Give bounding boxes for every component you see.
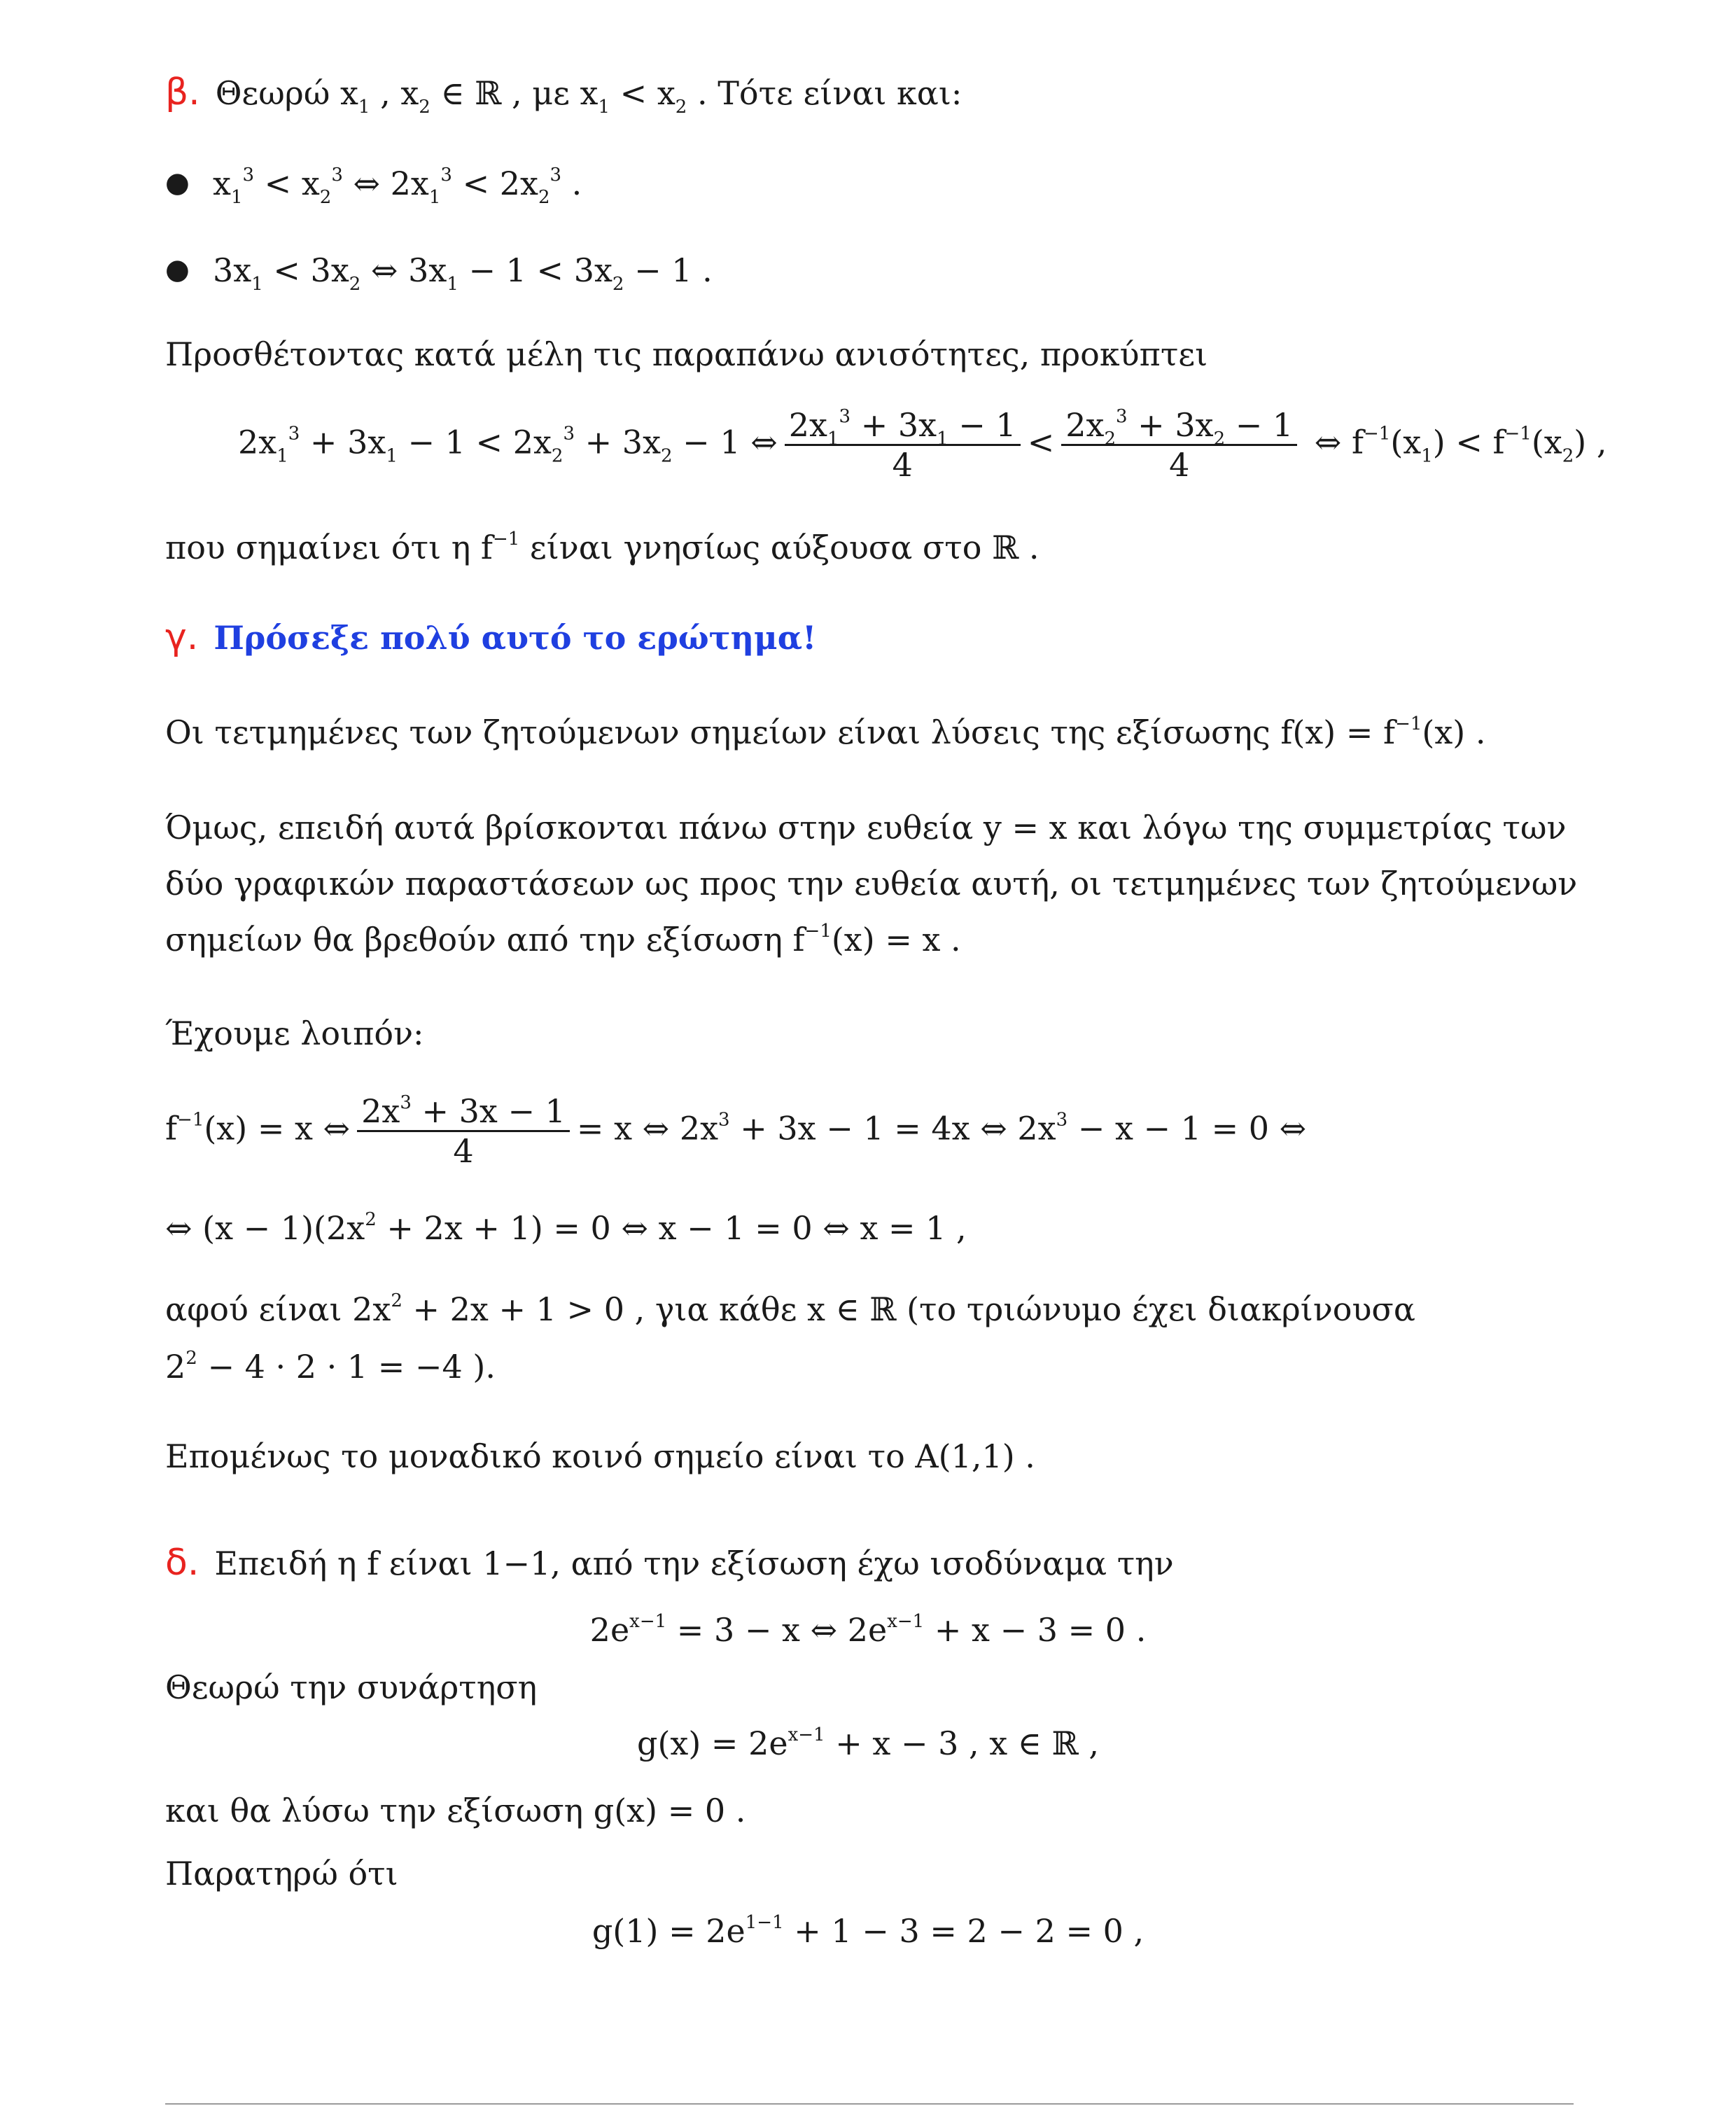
root-check: $g(1) = 2e^{1-1} + 1 - 3 = 2 - 2 = 0$ , [592,1912,1144,1950]
inequality-cubes: $x_1^3 < x_2^3$ ⇔ $2x_1^3 < 2x_2^3$ . [213,165,582,208]
cubic-equation: $f^{-1}(x) = x$ ⇔ $\frac{2x^3 + 3x - 1}{4}$ = x ⇔ $2x^3 + 3x - 1 = 4x$ ⇔ $2x^3 - x - 1 = 0$ ⇔ [165,1092,1307,1170]
gamma-conclusion: Επομένως το μοναδικό κοινό σημείο είναι το Α(1,1) . [165,1437,1035,1475]
we-have-text: Έχουμε λοιπόν: [165,1014,424,1052]
monotonic-equation: $2x_1^3 + 3x_1 - 1 < 2x_2^3 + 3x_2 - 1$ ⇔ $\frac{2x_1^3 + 3x_1 - 1}{4}$ < $\frac{2x_2^3 + 3x_2 - 1}{4}$ ⇔ $f^{-1}(x_1) < f^{-1}(x_2)$ , [238,406,1607,484]
consider-function-text: Θεωρώ την συνάρτηση [165,1668,538,1706]
exponential-equation: $2e^{x-1} = 3 - x$ ⇔ $2e^{x-1} + x - 3 = 0$ . [589,1611,1147,1649]
fraction: $\frac{2x_2^3 + 3x_2 - 1}{4}$ [1061,406,1297,484]
gamma-paragraph-2-line-2: δύο γραφικών παραστάσεων ως προς την ευθεία αυτή, οι τετμημένες των ζητούμενων [165,865,1578,902]
solve-text: και θα λύσω την εξίσωση g(x) = 0 . [165,1792,746,1829]
bullet-icon: ● [165,253,190,286]
fraction: $\frac{2x^3 + 3x - 1}{4}$ [357,1092,570,1170]
fraction: $\frac{2x_1^3 + 3x_1 - 1}{4}$ [785,406,1021,484]
since-line: αφού είναι $2x^2 + 2x + 1 > 0$ , για κάθε x ∈ ℝ (το τριώνυμο έχει διακρίνουσα [165,1290,1415,1328]
function-definition: $g(x) = 2e^{x-1} + x - 3$ , x ∈ ℝ , [637,1724,1099,1762]
beta-first-line: β. Θεωρώ $x_1$ , $x_2$ ∈ ℝ , με $x_1 < x_2$ . Τότε είναι και: [165,71,962,118]
discriminant-line: $2^2 - 4 \cdot 2 \cdot 1 = -4$ ). [165,1348,496,1386]
gamma-paragraph-2-line-3: σημείων θα βρεθούν από την εξίσωση $f^{-1}(x) = x$ . [165,921,961,958]
gamma-title: Πρόσεξε πολύ αυτό το ερώτημα! [214,619,817,657]
delta-first-line: δ. Επειδή η f είναι 1−1, από την εξίσωση έχω ισοδύναμα την [165,1542,1174,1584]
inequality-linear: $3x_1 < 3x_2$ ⇔ $3x_1 - 1 < 3x_2 - 1$ . [213,251,713,295]
page-divider [165,2103,1574,2105]
part-marker-delta: δ. [165,1542,200,1584]
part-marker-beta: β. [165,71,200,113]
gamma-heading [165,616,816,659]
gamma-paragraph-1: Οι τετμημένες των ζητούμενων σημείων είναι λύσεις της εξίσωσης $f(x) = f^{-1}(x)$ . [165,713,1486,751]
increasing-conclusion: που σημαίνει ότι η $f^{-1}$ είναι γνησίως αύξουσα στο ℝ . [165,529,1040,566]
factorization: ⇔ $(x - 1)(2x^2 + 2x + 1) = 0$ ⇔ x − 1 = 0 ⇔ x = 1 , [165,1209,967,1247]
gamma-paragraph-2-line-1: Όμως, επειδή αυτά βρίσκονται πάνω στην ευθεία y = x και λόγω της συμμετρίας των [165,809,1567,846]
observe-text: Παρατηρώ ότι [165,1855,398,1892]
part-marker-gamma: γ. [165,616,199,658]
bullet-icon: ● [165,167,190,199]
adding-text: Προσθέτοντας κατά μέλη τις παραπάνω ανισότητες, προκύπτει [165,335,1208,373]
